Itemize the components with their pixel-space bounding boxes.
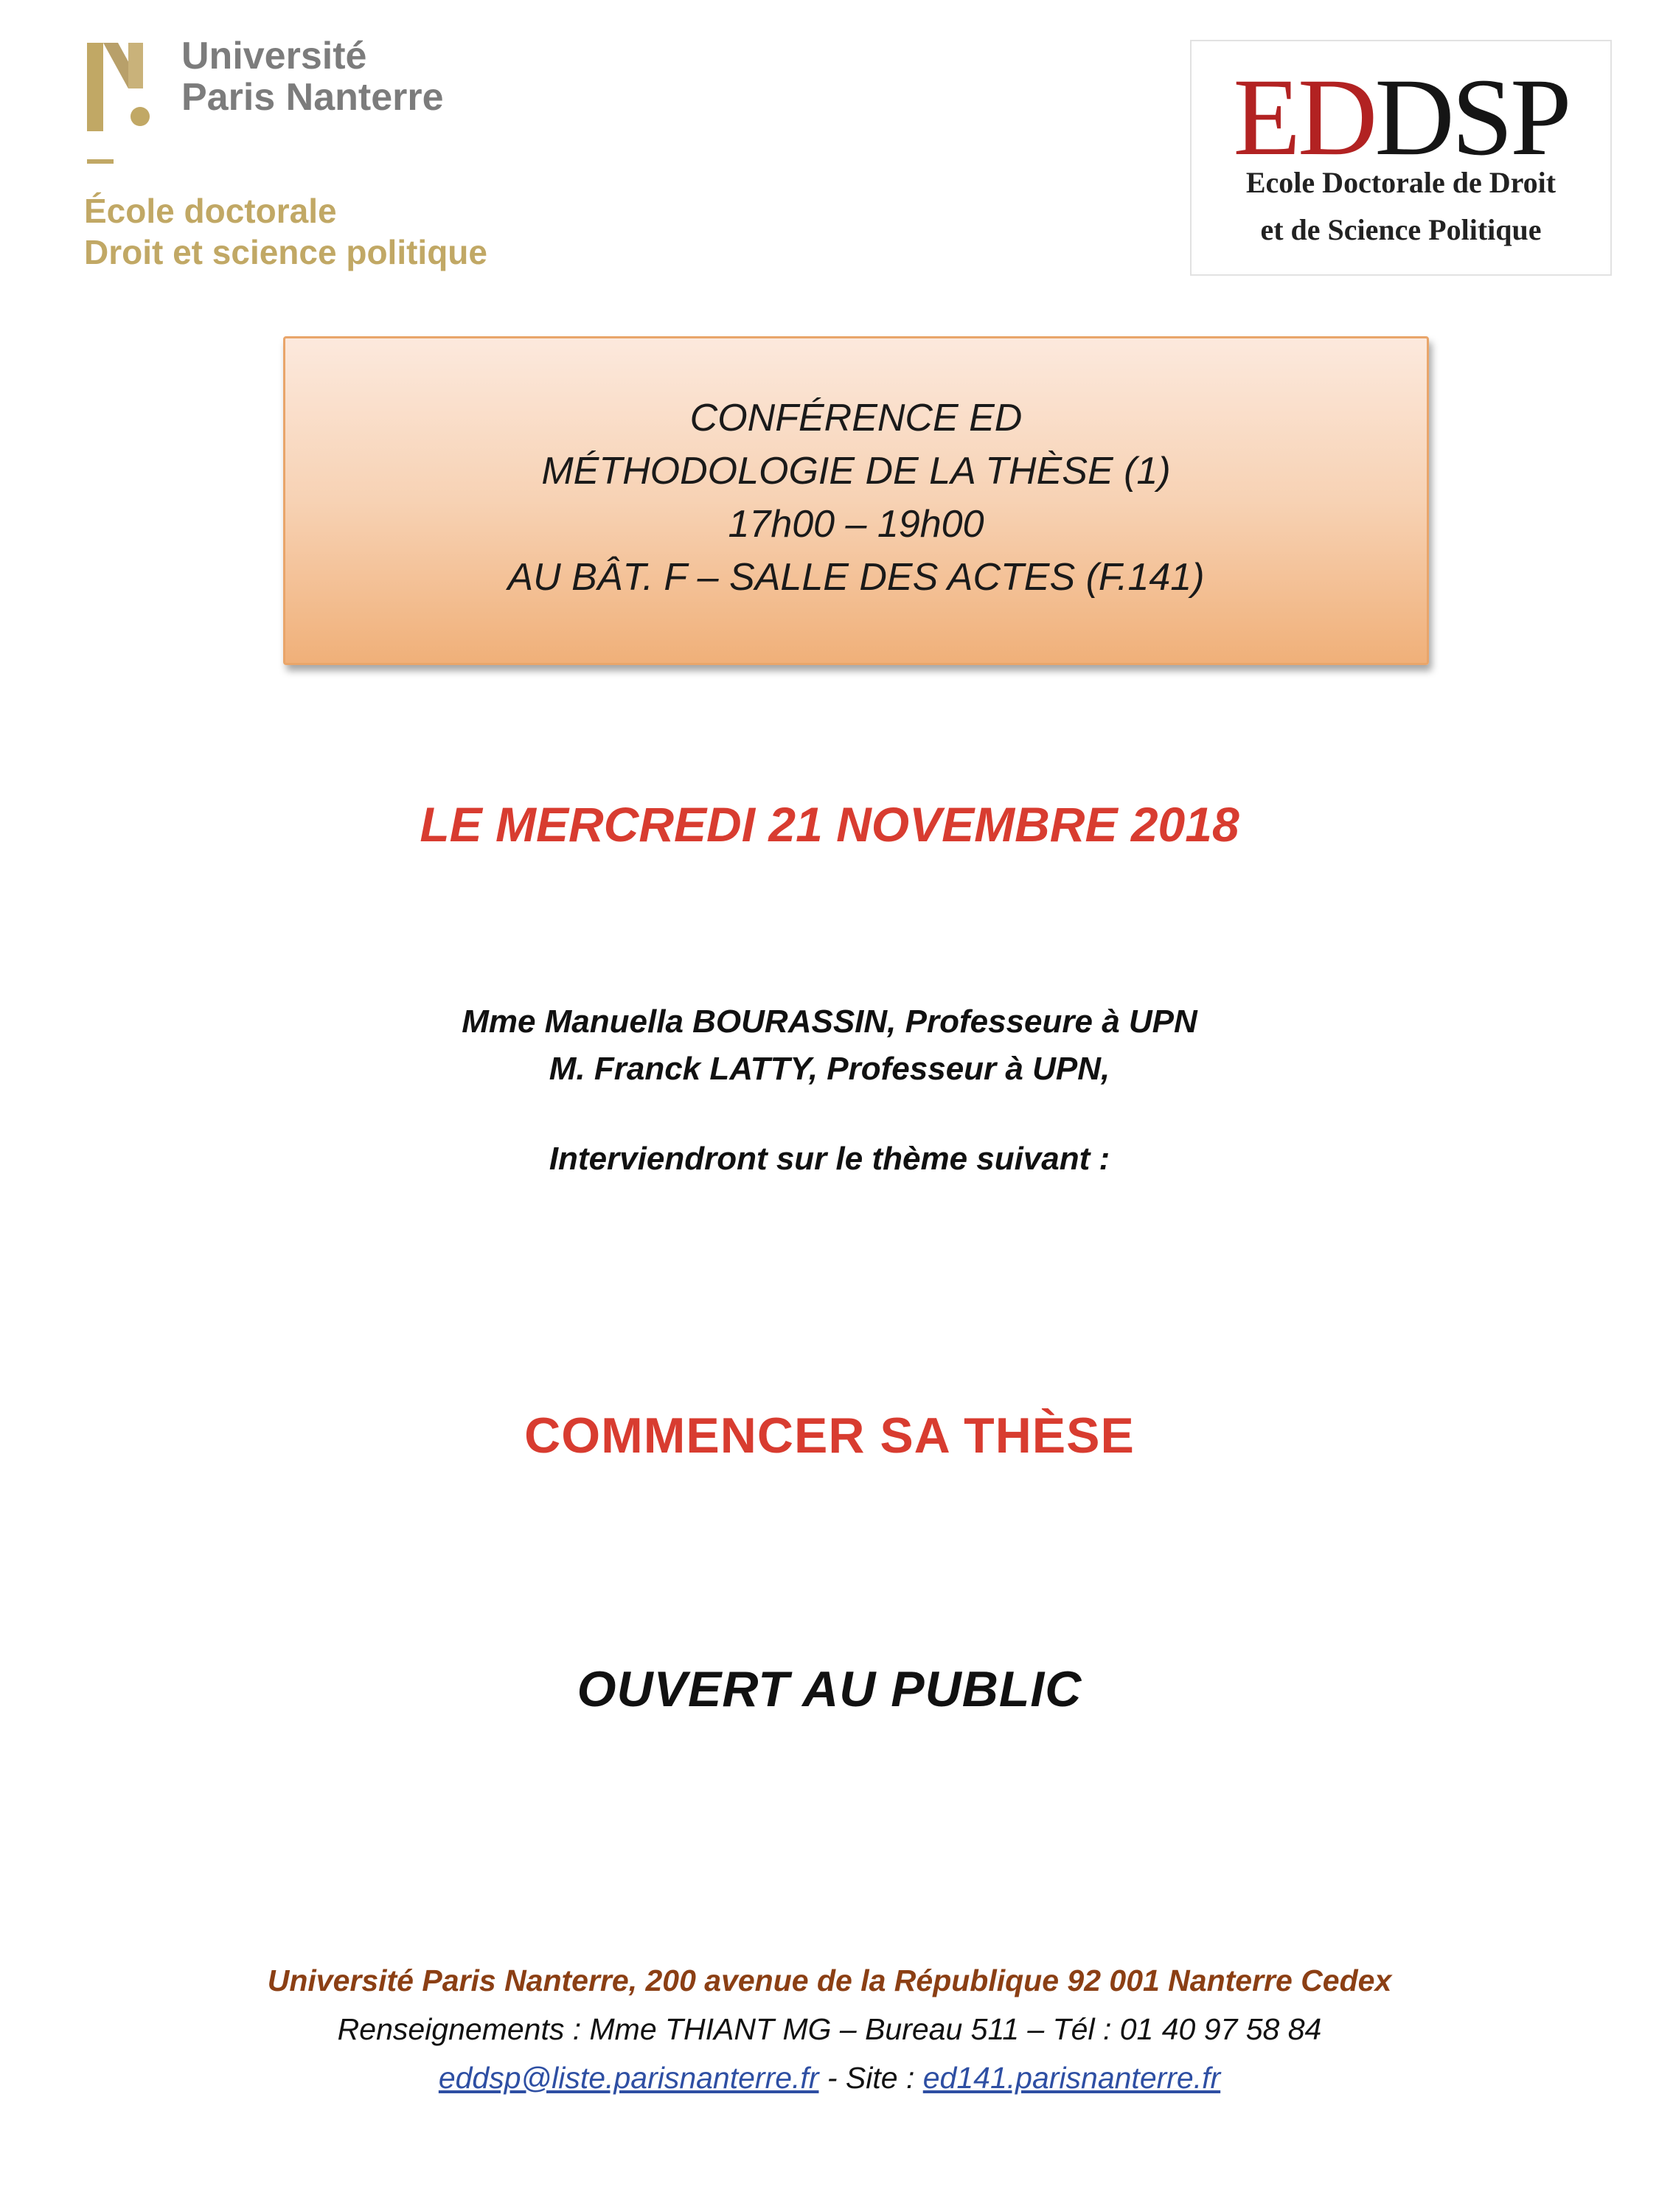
conference-subject: MÉTHODOLOGIE DE LA THÈSE (1) — [541, 450, 1171, 493]
university-name-line2: Paris Nanterre — [181, 76, 444, 119]
logo-divider — [87, 159, 114, 164]
conference-theme: COMMENCER SA THÈSE — [524, 1408, 1135, 1464]
eddsp-letter-d2: D — [1374, 56, 1452, 178]
eddsp-logo — [1190, 40, 1612, 276]
site-link[interactable]: ed141.parisnanterre.fr — [922, 2061, 1221, 2095]
eddsp-letter-e: E — [1233, 56, 1298, 178]
doctoral-school-line2: Droit et science politique — [84, 233, 487, 271]
university-logo-icon — [87, 43, 168, 131]
eddsp-letter-p: P — [1510, 56, 1569, 178]
email-link[interactable]: eddsp@liste.parisnanterre.fr — [438, 2061, 819, 2095]
eddsp-wordmark — [1192, 56, 1610, 178]
theme-intro: Interviendront sur le thème suivant : — [549, 1141, 1110, 1177]
footer-address: Université Paris Nanterre, 200 avenue de la République 92 001 Nanterre Cedex — [267, 1964, 1392, 1997]
conference-title: CONFÉRENCE ED — [689, 397, 1023, 439]
eddsp-letter-s: S — [1451, 56, 1511, 178]
university-name-line1: Université — [181, 35, 367, 77]
eddsp-subtitle-line2: et de Science Politique — [1260, 213, 1542, 246]
audience-note: OUVERT AU PUBLIC — [577, 1661, 1082, 1717]
speaker-2: M. Franck LATTY, Professeur à UPN, — [549, 1051, 1110, 1087]
conference-location: AU BÂT. F – SALLE DES ACTES (F.141) — [507, 556, 1205, 599]
footer-contact: Renseignements : Mme THIANT MG – Bureau 511 – Tél : 01 40 97 58 84 — [337, 2012, 1322, 2046]
conference-info-box — [283, 336, 1429, 665]
speaker-1: Mme Manuella BOURASSIN, Professeure à UPN — [462, 1004, 1197, 1040]
eddsp-subtitle-line1: Ecole Doctorale de Droit — [1245, 166, 1557, 199]
footer-links — [0, 2057, 1659, 2098]
site-separator: - Site : — [818, 2061, 923, 2095]
doctoral-school-line1: École doctorale — [84, 192, 337, 230]
eddsp-letter-d1: D — [1298, 56, 1375, 178]
doctoral-school-name — [84, 190, 487, 273]
university-name — [181, 35, 444, 118]
conference-time: 17h00 – 19h00 — [728, 503, 984, 546]
event-date: LE MERCREDI 21 NOVEMBRE 2018 — [420, 797, 1239, 852]
